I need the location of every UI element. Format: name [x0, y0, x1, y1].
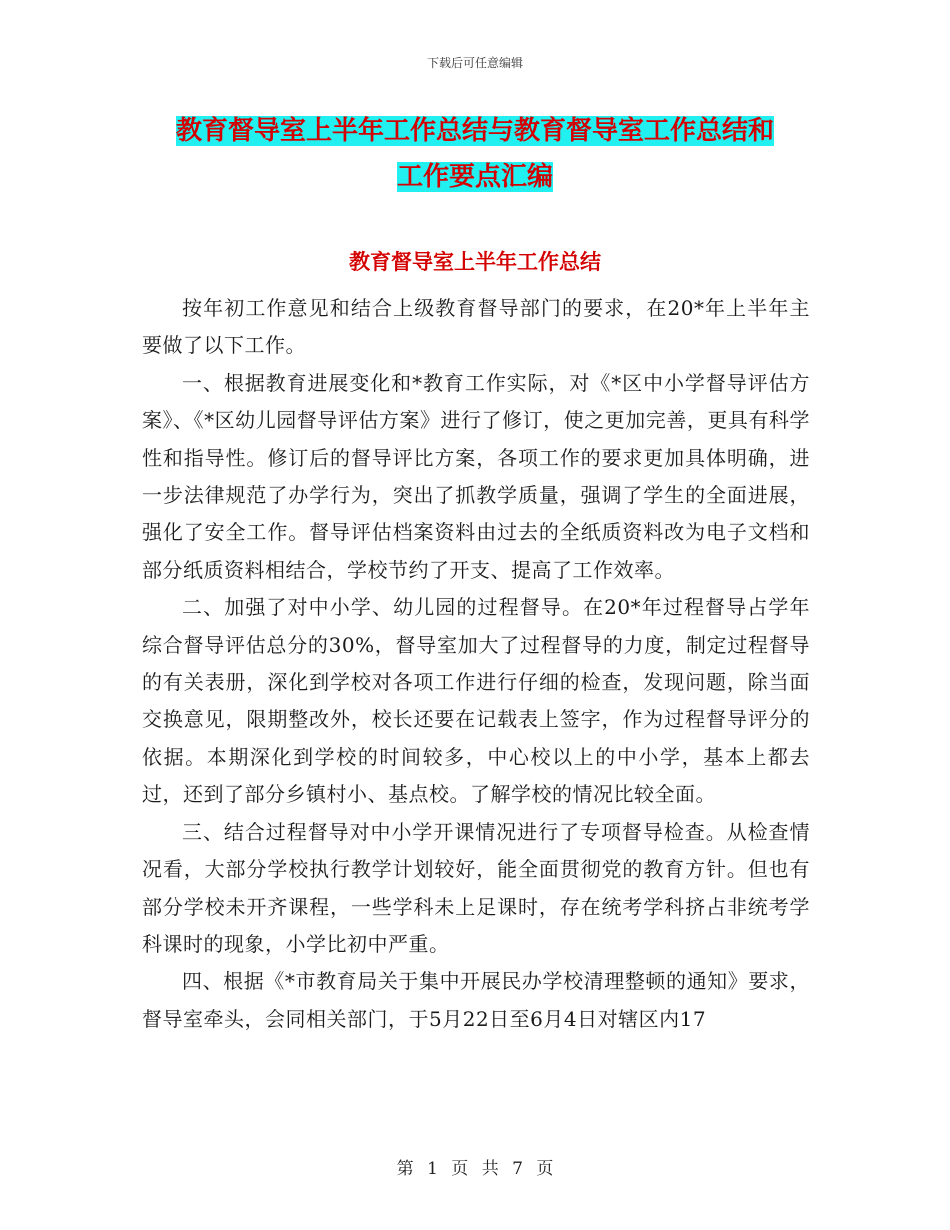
paragraph-item-2: 二、加强了对中小学、幼儿园的过程督导。在20*年过程督导占学年综合督导评估总分的30%，督导室加大了过程督导的力度，制定过程督导的有关表册，深化到学校对各项工作进行仔细的检查，发现问题，除当面交换意见，限期整改外，校长还要在记载表上签字，作为过程督导评分的依据。本期深化到学校的时间较多，中心校以上的中小学，基本上都去过，还到了部分乡镇村小、基点校。了解学校的情况比较全面。 — [142, 595, 810, 807]
document-title-line-1: 教育督导室上半年工作总结与教育督导室工作总结和 — [175, 116, 774, 146]
footer-page-prefix: 第 — [396, 1159, 414, 1179]
document-body — [142, 290, 810, 1038]
footer-total-suffix: 页 — [536, 1159, 554, 1179]
document-title-line-2: 工作要点汇编 — [396, 162, 553, 192]
footer-page-mid: 页 — [451, 1159, 469, 1179]
section-title: 教育督导室上半年工作总结 — [349, 250, 601, 274]
footer-total-pages: 7 — [512, 1159, 523, 1179]
paragraph-item-4: 四、根据《*市教育局关于集中开展民办学校清理整顿的通知》要求，督导室牵头，会同相关部门，于5月22日至6月4日对辖区内17 — [142, 969, 810, 1031]
paragraph-item-1: 一、根据教育进展变化和*教育工作实际，对《*区中小学督导评估方案》、《*区幼儿园督导评估方案》进行了修订，使之更加完善，更具有科学性和指导性。修订后的督导评比方案，各项工作的要求更加具体明确，进一步法律规范了办学行为，突出了抓教学质量，强调了学生的全面进展，强化了安全工作。督导评估档案资料由过去的全纸质资料改为电子文档和部分纸质资料相结合，学校节约了开支、提高了工作效率。 — [142, 370, 810, 582]
paragraph-item-3: 三、结合过程督导对中小学开课情况进行了专项督导检查。从检查情况看，大部分学校执行教学计划较好，能全面贯彻党的教育方针。但也有部分学校未开齐课程，一些学科未上足课时，存在统考学科挤占非统考学科课时的现象，小学比初中严重。 — [142, 819, 810, 956]
page-footer — [0, 1154, 950, 1179]
document-title — [140, 108, 810, 200]
footer-total-prefix: 共 — [481, 1159, 499, 1179]
footer-page-number: 1 — [427, 1159, 438, 1179]
header-note: 下载后可任意编辑 — [426, 56, 523, 70]
paragraph-intro: 按年初工作意见和结合上级教育督导部门的要求，在20*年上半年主要做了以下工作。 — [142, 296, 810, 358]
